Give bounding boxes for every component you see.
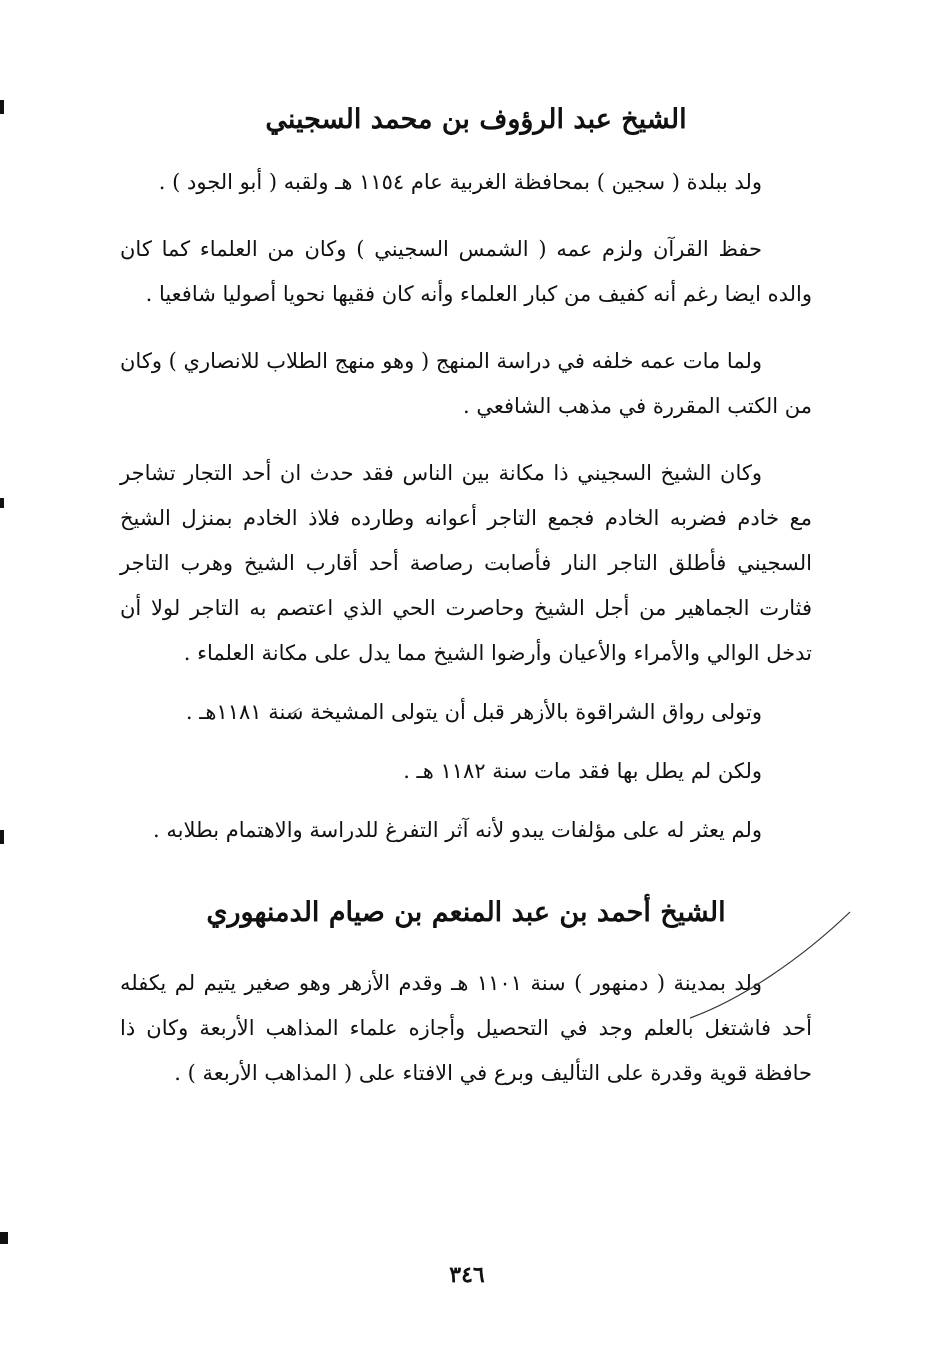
- paragraph: وكان الشيخ السجيني ذا مكانة بين الناس فقد حدث ان أحد التجار تشاجر مع خادم فضربه الخادم فجمع التاجر أعوانه وطارده فلاذ الخادم بمنزل الشيخ السجيني فأطلق التاجر النار فأصابت رصاصة أحد أقارب الشيخ وهرب التاجر فثارت الجماهير من أجل الشيخ وحاصرت الحي الذي اعتصم به التاجر لولا أن تدخل الوالي والأمراء والأعيان وأرضوا الشيخ مما يدل على مكانة العلماء .: [120, 461, 812, 665]
- paragraph: ولم يعثر له على مؤلفات يبدو لأنه آثر التفرغ للدراسة والاهتمام بطلابه .: [153, 818, 762, 842]
- paragraph: وتولى رواق الشراقوة بالأزهر قبل أن يتولى المشيخة سنة ١١٨١هـ .: [185, 700, 762, 724]
- paragraph: ولكن لم يطل بها فقد مات سنة ١١٨٢ هـ .: [403, 759, 762, 783]
- section-title-damanhouri: الشيخ أحمد بن عبد المنعم بن صيام الدمنهوري: [206, 897, 726, 928]
- section-title-sajini: الشيخ عبد الرؤوف بن محمد السجيني: [265, 104, 687, 135]
- paragraph: حفظ القرآن ولزم عمه ( الشمس السجيني ) وكان من العلماء كما كان والده ايضا رغم أنه كفيف من كبار العلماء وأنه كان فقيها نحويا أصوليا شافعيا .: [120, 237, 812, 306]
- paragraph: ولد ببلدة ( سجين ) بمحافظة الغربية عام ١١٥٤ هـ ولقبه ( أبو الجود ) .: [158, 170, 762, 194]
- paragraph: ولما مات عمه خلفه في دراسة المنهج ( وهو منهج الطلاب للانصاري ) وكان من الكتب المقررة في مذهب الشافعي .: [120, 349, 812, 418]
- page-number: ٣٤٦: [449, 1262, 485, 1288]
- paragraph: ولد بمدينة ( دمنهور ) سنة ١١٠١ هـ وقدم الأزهر وهو صغير يتيم لم يكفله أحد فاشتغل بالعلم وجد في التحصيل وأجازه علماء المذاهب الأربعة وكان ذا حافظة قوية وقدرة على التأليف وبرع في الافتاء على ( المذاهب الأربعة ) .: [120, 971, 812, 1085]
